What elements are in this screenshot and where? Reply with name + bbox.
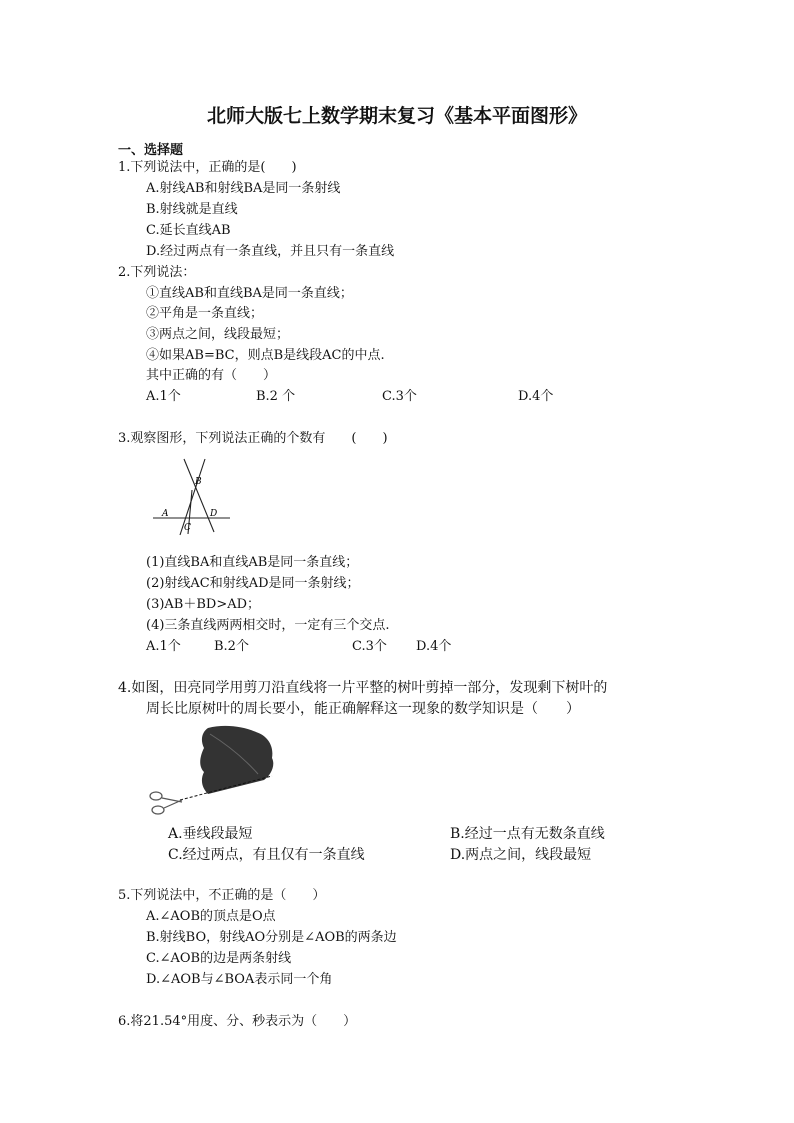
q5-option-a: A.∠AOB的顶点是O点 xyxy=(146,909,276,924)
q3-stem: 3.观察图形，下列说法正确的个数有 ( ) xyxy=(118,431,388,446)
q3-line-figure xyxy=(146,456,236,538)
q5-option-c: C.∠AOB的边是两条射线 xyxy=(146,951,292,966)
label-b: B xyxy=(195,477,202,487)
q1-option-b: B.射线就是直线 xyxy=(146,202,238,217)
q4-option-a: A.垂线段最短 xyxy=(168,826,253,842)
label-d: D xyxy=(210,509,218,519)
q4-option-c: C.经过两点，有且仅有一条直线 xyxy=(168,847,365,863)
q3-statement-3: (3)AB＋BD>AD； xyxy=(146,597,261,612)
leaf-scissors-figure xyxy=(146,722,286,822)
label-a: A xyxy=(162,509,169,519)
q3-option-a: A.1个 xyxy=(146,639,181,654)
q1-option-d: D.经过两点有一条直线，并且只有一条直线 xyxy=(146,244,395,259)
q4-stem-line1: 4.如图，田亮同学用剪刀沿直线将一片平整的树叶剪掉一部分，发现剩下树叶的 xyxy=(118,680,608,696)
page-title: 北师大版七上数学期末复习《基本平面图形》 xyxy=(206,105,587,127)
q3-option-b: B.2个 xyxy=(214,639,249,654)
q3-statement-1: (1)直线BA和直线AB是同一条直线； xyxy=(146,555,359,570)
q3-statement-4: (4)三条直线两两相交时，一定有三个交点. xyxy=(146,618,390,633)
q1-option-a: A.射线AB和射线BA是同一条射线 xyxy=(146,181,341,196)
label-c: C xyxy=(184,523,191,533)
q2-statement-4: ④如果AB=BC，则点B是线段AC的中点. xyxy=(146,348,385,363)
q3-option-c: C.3个 xyxy=(352,639,387,654)
q1-option-c: C.延长直线AB xyxy=(146,223,231,238)
q2-prompt: 其中正确的有（ ） xyxy=(146,368,277,383)
q4-option-d: D.两点之间，线段最短 xyxy=(450,847,592,863)
q4-option-b: B.经过一点有无数条直线 xyxy=(450,826,605,842)
q2-option-c: C.3个 xyxy=(382,389,417,404)
q5-option-b: B.射线BO，射线AO分别是∠AOB的两条边 xyxy=(146,930,397,945)
q2-option-b: B.2 个 xyxy=(256,389,296,404)
leaf-shape xyxy=(200,726,273,794)
scissors-icon xyxy=(150,792,182,814)
q2-stem: 2.下列说法： xyxy=(118,265,196,280)
q3-option-d: D.4个 xyxy=(416,639,452,654)
q3-statement-2: (2)射线AC和射线AD是同一条射线； xyxy=(146,576,360,591)
q4-stem-line2: 周长比原树叶的周长要小，能正确解释这一现象的数学知识是（ ） xyxy=(146,701,580,717)
line-through-d xyxy=(184,459,214,532)
section-heading: 一、选择题 xyxy=(118,143,184,158)
q2-statement-3: ③两点之间，线段最短； xyxy=(146,327,290,342)
q5-stem: 5.下列说法中，不正确的是（ ） xyxy=(118,888,326,903)
q2-option-d: D.4个 xyxy=(518,389,554,404)
q2-statement-1: ①直线AB和直线BA是同一条直线； xyxy=(146,286,353,301)
q1-stem: 1.下列说法中，正确的是( ) xyxy=(118,160,297,175)
q2-statement-2: ②平角是一条直线； xyxy=(146,306,264,321)
q6-stem: 6.将21.54°用度、分、秒表示为（ ） xyxy=(118,1014,357,1029)
q5-option-d: D.∠AOB与∠BOA表示同一个角 xyxy=(146,972,333,987)
q2-option-a: A.1个 xyxy=(146,389,181,404)
